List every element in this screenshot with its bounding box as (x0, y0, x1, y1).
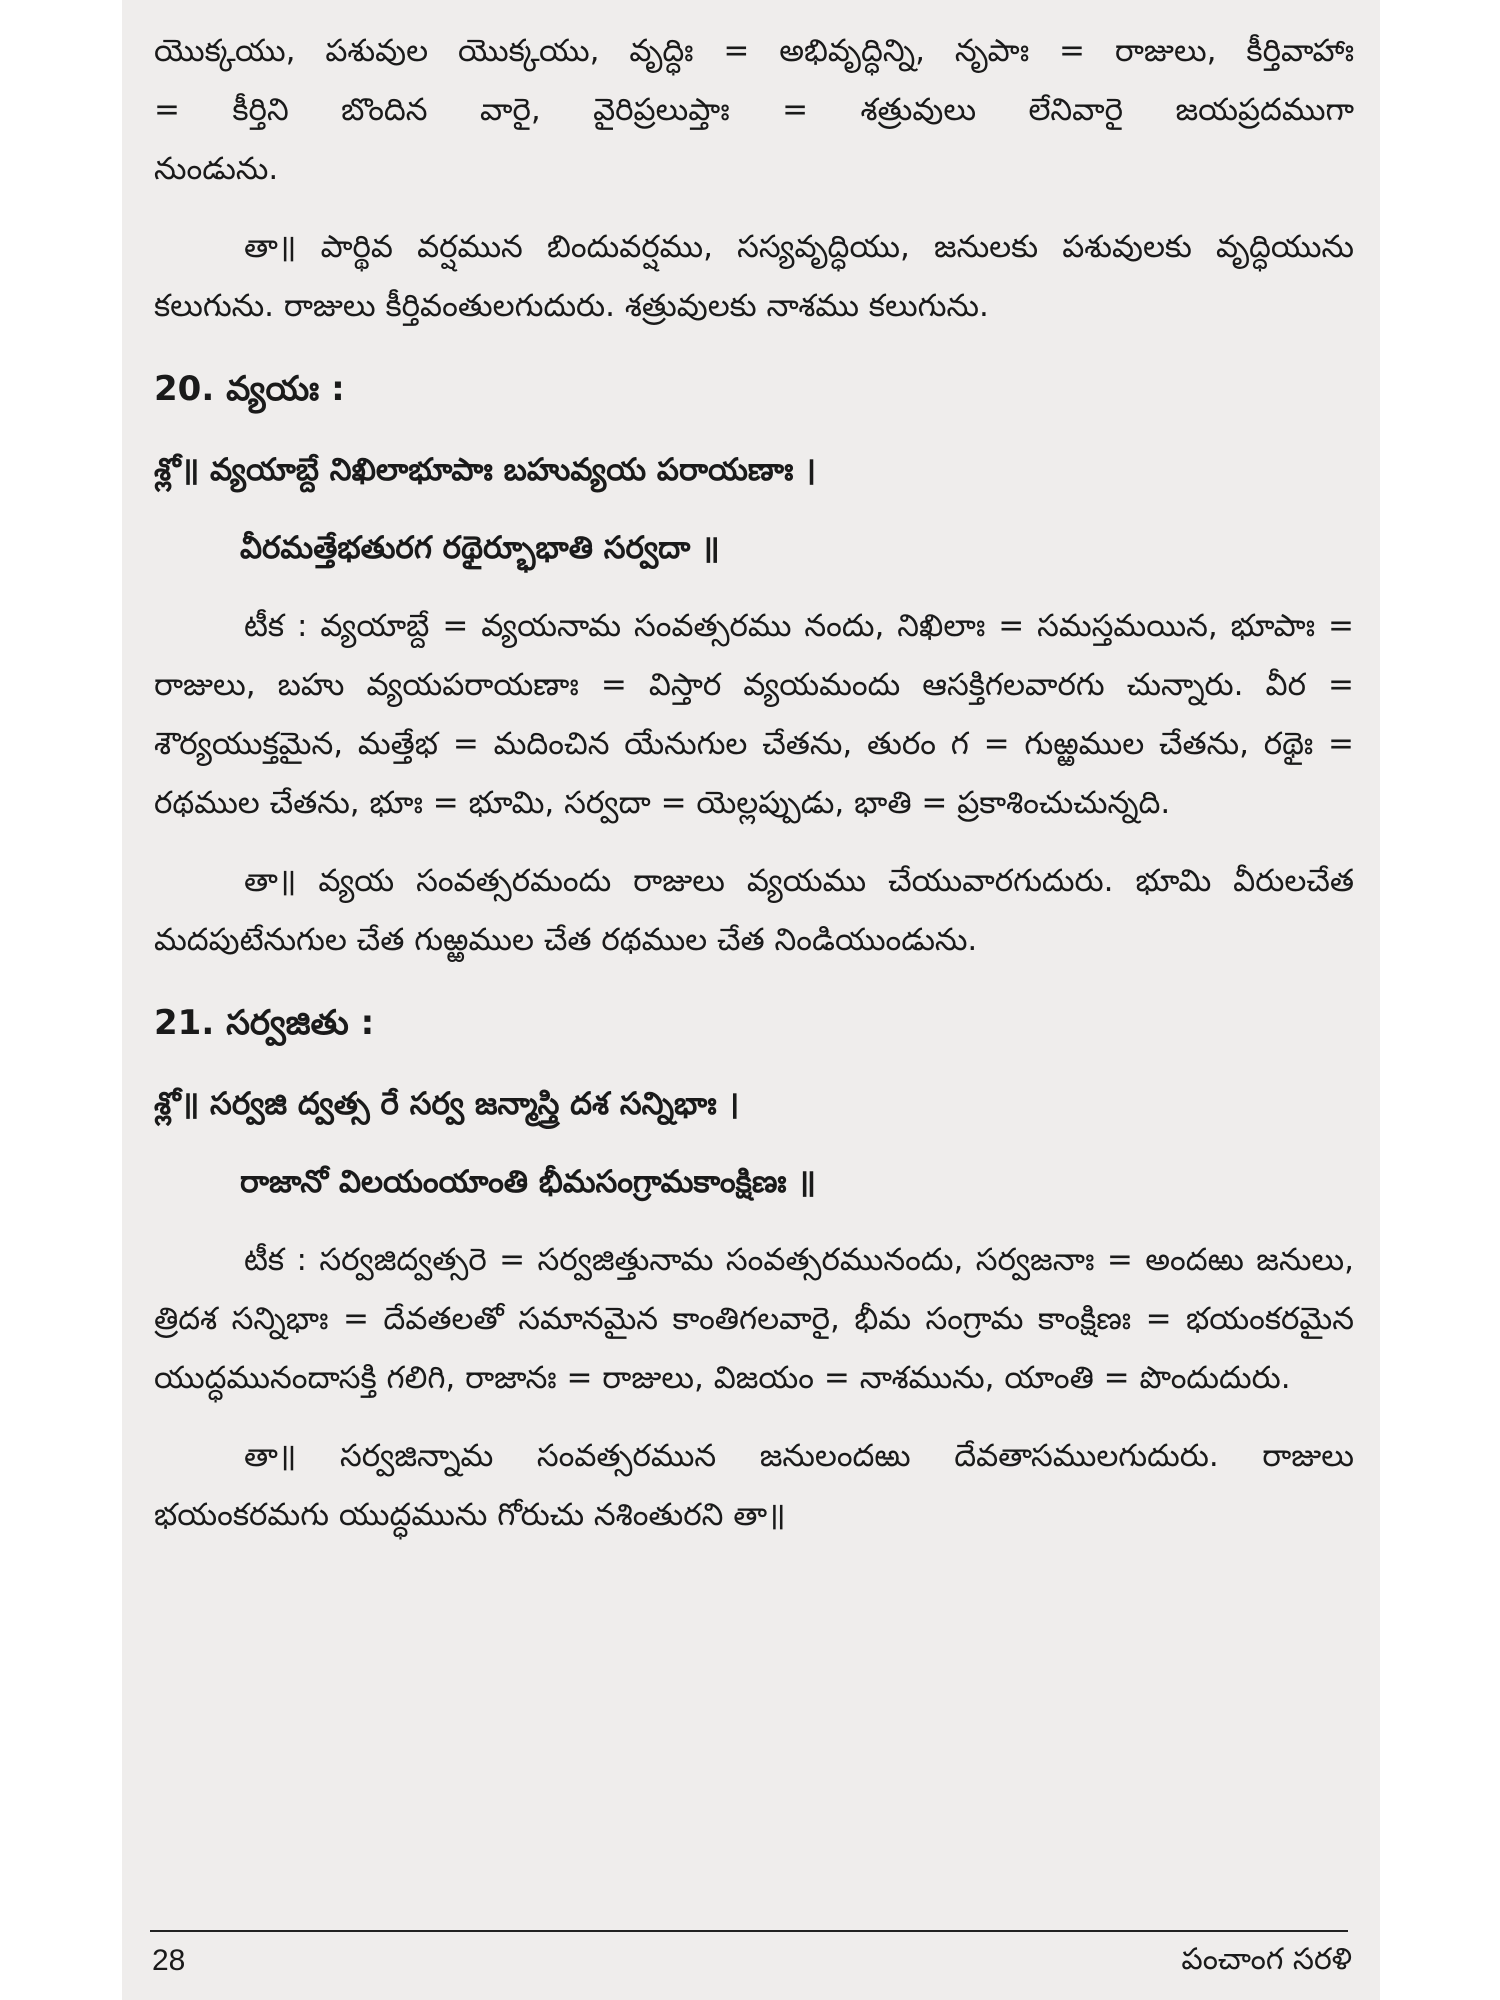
shloka-21-line-1: శ్లో॥ సర్వజి ద్వత్స రే సర్వ జన్మాస్త్రి దశ సన్నిభాః । (154, 1086, 740, 1122)
commentary-20: టీక : వ్యయాబ్దే = వ్యయనామ సంవత్సరము నందు, నిఖిలాః = సమస్తమయిన, భూపాః = రాజులు, బహు వ్యయపరాయణాః = విస్తార వ్యయమందు ఆసక్తిగలవారగు చున్నారు. వీర = శౌర్యయుక్తమైన, మత్తేభ = మదించిన యేనుగుల చేతను, తురం గ = గుఱ్ఱముల చేతను, రథైః = రథముల చేతను, భూః = భూమి, సర్వదా = యెల్లప్పుడు, భాతి = ప్రకాశించుచున్నది. (154, 608, 1354, 821)
shloka-20-line-2: వీరమత్తేభతురగ రథైర్భూభాతి సర్వదా ॥ (240, 530, 720, 566)
intro-line-3: నుండును. (154, 151, 279, 187)
intro-meaning: తా॥ పార్థివ వర్షమున బిందువర్షము, సస్యవృద్ధియు, జనులకు పశువులకు వృద్ధియును కలుగును. రాజులు కీర్తివంతులగుదురు. శత్రువులకు నాశము కలుగును. (154, 229, 1354, 324)
commentary-21: టీక : సర్వజిద్వత్సరె = సర్వజిత్తునామ సంవత్సరమునందు, సర్వజనాః = అందఱు జనులు, త్రిదశ సన్నిభాః = దేవతలతో సమానమైన కాంతిగలవారై, భీమ సంగ్రామ కాంక్షిణః = భయంకరమైన యుద్ధమునందాసక్తి గలిగి, రాజానః = రాజులు, విజయం = నాశమును, యాంతి = పొందుదురు. (154, 1242, 1354, 1396)
page-content (154, 22, 1354, 1545)
intro-line-1: యొక్కయు, పశువుల యొక్కయు, వృద్ధిః = అభివృద్ధిన్ని, నృపాః = రాజులు, కీర్తివాహాః (154, 33, 1354, 69)
section-heading-21: 21. సర్వజితు : (154, 1003, 375, 1043)
meaning-20: తా॥ వ్యయ సంవత్సరమందు రాజులు వ్యయము చేయువారగుదురు. భూమి వీరులచేత మదపుటేనుగుల చేత గుఱ్ఱముల చేత రథముల చేత నిండియుండును. (154, 863, 1354, 958)
left-margin (0, 0, 122, 2000)
book-page (122, 0, 1380, 2000)
page-number: 28 (152, 1944, 186, 1977)
right-margin (1380, 0, 1500, 2000)
running-footer-title: పంచాంగ సరళి (1181, 1942, 1352, 1977)
shloka-20-line-1: శ్లో॥ వ్యయాబ్దే నిఖిలాభూపాః బహువ్యయ పరాయణాః । (154, 452, 816, 488)
shloka-21-line-2: రాజానో విలయంయాంతి భీమసంగ్రామకాంక్షిణః ॥ (240, 1164, 816, 1200)
meaning-21: తా॥ సర్వజిన్నామ సంవత్సరమున జనులందఱు దేవతాసములగుదురు. రాజులు భయంకరమగు యుద్ధమును గోరుచు నశింతురని తా॥ (154, 1438, 1354, 1533)
intro-line-2: = కీర్తిని బొందిన వారై, వైరిప్రలుప్తాః = శత్రువులు లేనివారై జయప్రదముగా (154, 92, 1354, 128)
footer-divider (150, 1930, 1348, 1932)
section-heading-20: 20. వ్యయః : (154, 369, 345, 409)
